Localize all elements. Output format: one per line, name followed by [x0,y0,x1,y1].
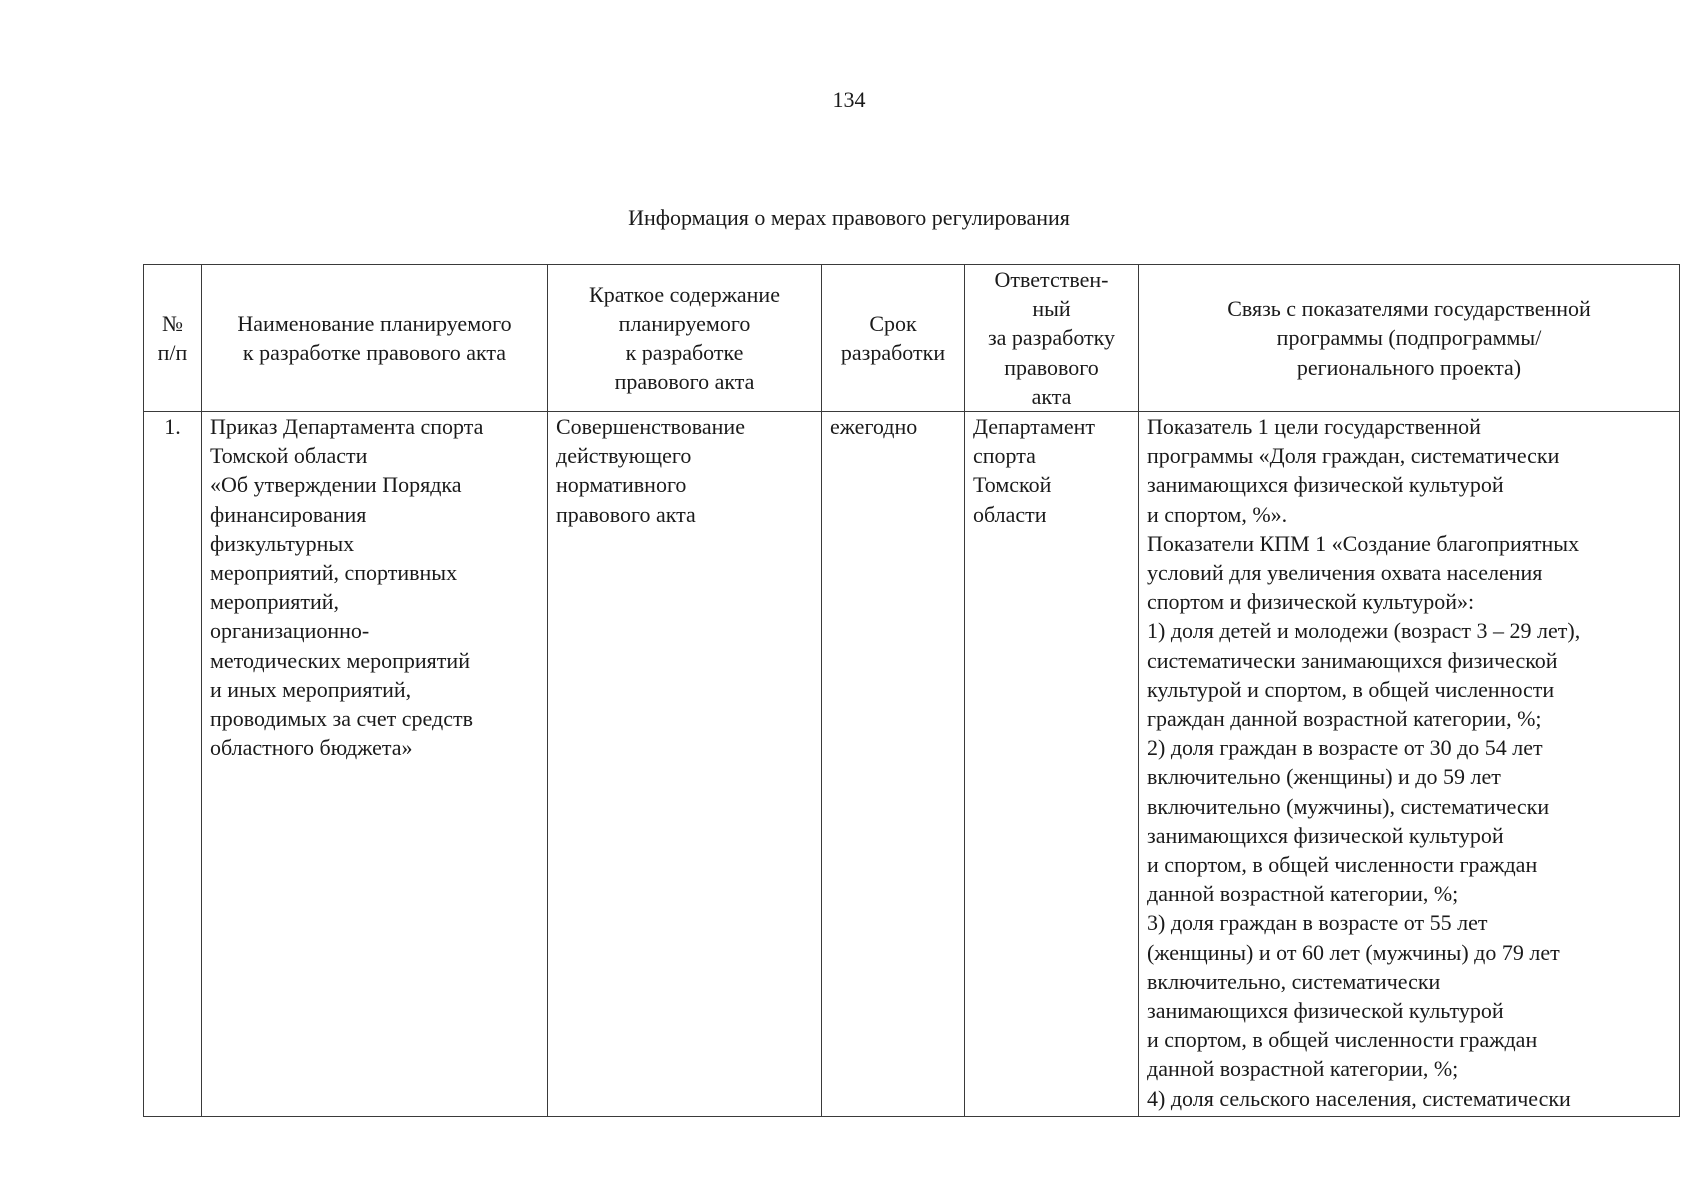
cell-summary [548,412,822,1117]
text-line: занимающихся физической культурой [1147,472,1504,498]
text-line: данной возрастной категории, %; [1147,881,1459,907]
header-line: правового акта [614,369,755,395]
header-line: планируемого [618,310,751,336]
header-line: разработки [840,340,946,365]
document-title: Информация о мерах правового регулирования [628,205,1070,230]
text-line: и спортом, в общей численности граждан [1147,1027,1538,1053]
header-line: Связь с показателями государственной [1227,296,1591,322]
text-line: (женщины) и от 60 лет (мужчины) до 79 лет [1147,939,1560,965]
text-line: данной возрастной категории, %; [1147,1056,1459,1082]
text-line: Департамент [973,414,1096,440]
cell-indicators [1139,412,1680,1117]
text-line: включительно, систематически [1147,968,1441,994]
text-line: условий для увеличения охвата населения [1147,560,1543,586]
cell-act-name [202,412,548,1117]
text-line: методических мероприятий [210,647,470,673]
text-line: «Об утверждении Порядка [210,472,462,498]
text-line: культурой и спортом, в общей численности [1147,676,1555,702]
header-summary [548,265,822,412]
text-line: 3) доля граждан в возрасте от 55 лет [1147,910,1488,936]
text-line: нормативного [556,472,687,498]
page-number: 134 [832,87,866,112]
header-line: № [162,310,183,336]
header-line: правового [1004,354,1099,380]
header-act-name [202,265,548,412]
text-line: проводимых за счет средств [210,706,473,732]
text-line: мероприятий, [210,589,340,615]
header-indicators [1139,265,1680,412]
cell-number: 1. [144,412,202,1117]
header-line: п/п [157,340,188,365]
text-line: и спортом, в общей численности граждан [1147,852,1538,878]
text-line: Томской области [210,443,368,469]
text-line: действующего [556,443,692,469]
header-line: Срок [869,310,917,336]
header-line: за разработку [987,325,1116,351]
header-line: ный [1032,296,1071,322]
text-line: физкультурных [210,530,355,556]
text-line: области [973,501,1047,527]
header-number [144,265,202,412]
text-line: мероприятий, спортивных [210,560,458,586]
text-line: правового акта [556,501,696,527]
text-line: 2) доля граждан в возрасте от 30 до 54 лет [1147,735,1543,761]
header-line: акта [1031,383,1072,409]
text-line: и иных мероприятий, [210,676,412,702]
header-line: к разработке [625,340,744,365]
text-line: спортом и физической культурой»: [1147,589,1475,615]
text-line: областного бюджета» [210,735,413,761]
header-line: Краткое содержание [589,281,780,307]
text-line: программы «Доля граждан, систематически [1147,443,1560,469]
header-line: Наименование планируемого [237,310,512,336]
header-line: Ответствен- [994,267,1109,292]
header-line: к разработке правового акта [242,340,507,365]
header-line: регионального проекта) [1296,354,1522,380]
legal-regulation-table [143,264,1680,1117]
table-row [144,412,1680,1117]
text-line: граждан данной возрастной категории, %; [1147,706,1542,732]
text-line: Томской [973,472,1052,498]
text-line: систематически занимающихся физической [1147,647,1558,673]
text-line: и спортом, %». [1147,501,1288,527]
text-line: включительно (мужчины), систематически [1147,793,1550,819]
text-line: Показатели КПМ 1 «Создание благоприятных [1147,530,1580,556]
header-responsible [965,265,1139,412]
header-deadline [822,265,965,412]
cell-responsible [965,412,1139,1117]
header-line: программы (подпрограммы/ [1276,325,1542,351]
cell-deadline: ежегодно [822,412,965,1117]
text-line: Приказ Департамента спорта [210,414,484,440]
text-line: Совершенствование [556,414,745,440]
text-line: организационно- [210,618,370,644]
text-line: занимающихся физической культурой [1147,822,1504,848]
text-line: 1) доля детей и молодежи (возраст 3 – 29 лет), [1147,618,1581,644]
text-line: финансирования [210,501,367,527]
table-header-row [144,265,1680,412]
text-line: включительно (женщины) и до 59 лет [1147,764,1501,790]
text-line: 4) доля сельского населения, систематически [1147,1085,1571,1111]
text-line: спорта [973,443,1036,469]
text-line: Показатель 1 цели государственной [1147,414,1481,440]
text-line: занимающихся физической культурой [1147,998,1504,1024]
